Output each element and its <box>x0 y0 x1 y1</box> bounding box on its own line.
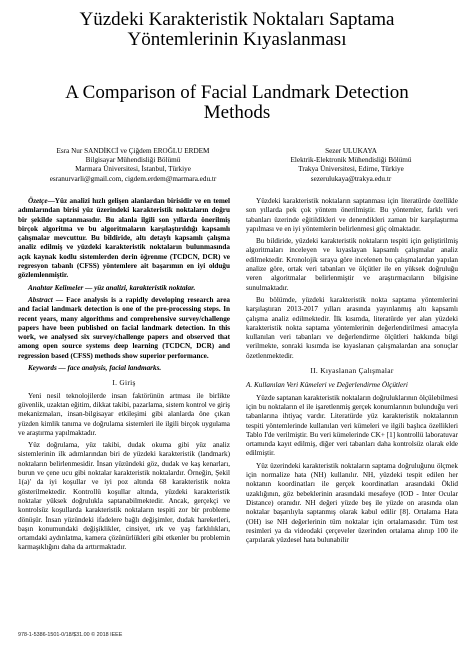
section-heading-kiyaslanan: II. Kıyaslanan Çalışmalar <box>310 366 394 376</box>
body-paragraph: Yüz doğrulama, yüz takibi, dudak okuma gibi yüz analiz sistemlerinin ilk adımlarından biri de yüzdeki karakteristik (landmark) noktaların belirlenmesidir. İnsan yüzündeki göz, dudak ve kaş kenarları, burun ve çene ucu gibi noktalar karakteristik noktalardır. Örneğin, Şekil 1(a)' da iyi koşullar ve iyi poz altında 68 karakteristik nokta gösterilmektedir. Kontrollü koşullar altında, yüzdeki karakteristik noktalar yüksek doğrulukla saptanabilmektedir. Ancak, gerçekçi ve kontrolsüz koşullarda karakteristik noktaların tespiti zor bir probleme dönüşür. İnsan yüzündeki ifadelere bağlı değişimler, dudak hareketleri, başın konumundaki değişiklikler, cinsiyet, ırk ve yaş farklılıkları, ortamdaki aydınlatma, kamera çözünürlükleri gibi etkenler bu problemin karmaşıklığını daha da arttırmaktadır. <box>18 441 230 552</box>
title-en-line1: A Comparison of Facial Landmark Detection <box>65 82 409 103</box>
abstract-text: — Face analysis is a rapidly developing research area and facial landmark detection is one of the pre-processing steps. In recent years, many algorithms and comprehensive survey/challenge papers have been published on facial landmark detection. In this work, we analysed six survey/challenge papers and observed that among open source systems deep learning (TCDCN, DCR) and regression based (CFSS) methods show superior performance. <box>18 295 230 360</box>
author-university: Trakya Üniversitesi, Edirne, Türkiye <box>298 165 404 174</box>
abstract-label: Abstract <box>28 295 53 304</box>
keywords-text: — face analysis, facial landmarks. <box>56 364 162 373</box>
copyright-footer: 978-1-5386-1501-0/18/$31.00 © 2018 IEEE <box>18 632 123 638</box>
ozetce-text: —Yüz analizi hızlı gelişen alanlardan birisidir ve en temel adımlarından birisi yüz üzerindeki karakteristik noktaların doğru bir şekilde saptanmasıdır. Bu alanla ilgili son yıllarda önerilmiş birçok algoritma ve bu algoritmaların karşılaştırıldığı kapsamlı çalışmalar mevcuttur. Bu bildiride, altı detaylı kapsamlı çalışma analiz edilmiş ve yüzdeki karakteristik noktaların bulunmasında açık kaynak kodlu sistemlerden derin öğrenme (TCDCN, DCR) ve regresyon tabanlı (CFSS) yöntemlere ait başarımın en iyi olduğu gözlemlenmiştir. <box>18 197 230 280</box>
author-email: sezerulukaya@trakya.edu.tr <box>310 174 392 183</box>
title-en-line2: Methods <box>203 102 271 123</box>
title-tr-line2: Yöntemlerinin Kıyaslanması <box>127 29 347 50</box>
keywords-label: Keywords <box>28 364 57 373</box>
ozetce-label: Özetçe <box>28 197 48 205</box>
author-university: Marmara Üniversitesi, İstanbul, Türkiye <box>75 165 191 174</box>
author-names: Esra Nur SANDİKCİ ve Çiğdem EROĞLU ERDEM <box>56 147 210 155</box>
body-paragraph: Bu bildiride, yüzdeki karakteristik noktaların tespiti için geliştirilmiş algoritmaları inceleyen ve kıyaslayan kapsamlı çalışmalar analiz edilmektedir. Kronolojik sıraya göre incelenen bu çalışmalardan yapılan analize göre, ortak veri tabanları ve ölçütler ile en yüksek doğruluğu veren algoritmalar belirlenmiştir ve araştırmacıların bilgisine sunulmaktadır. <box>246 237 458 292</box>
anahtar-kelimeler <box>18 284 230 293</box>
body-paragraph: Yüzdeki karakteristik noktaların saptanması için literatürde özellikle son yıllarda pek çok yöntem önerilmiştir. Bu yöntemler, farklı veri tabanları üzerinde eğitildikleri ve denendikleri zaman bir karşılaştırma yapılması ve en iyi yöntemlerin belirlenmesi güç olmaktadır. <box>246 197 458 233</box>
paper-title-turkish <box>0 10 474 50</box>
keywords-paragraph <box>18 364 230 373</box>
body-paragraph: Yüz üzerindeki karakteristik noktaların saptama doğruluğunu ölçmek için normalize hata (NH) kullanılır. NH, yüzdeki tespit edilen her noktanın koordinatları ile gerçek koordinatları arasındaki Öklid uzaklığının, göz bebeklerinin arasındaki mesafeye (IOD - Inter Ocular Distance) oranıdır. NH değeri yüzde beş ile yüzde on arasında olan noktalar başarılıyla saptanmış olarak kabul edilir [8]. Ortalama Hata (OH) ise NH değerlerinin tüm noktalar için ortalamasıdır. Tüm test resimleri ya da videodaki çerçeveler üzerinden ortalama alınıp 100 ile çarpılarak yüzdesel hata bulunabilir <box>246 461 458 545</box>
anahtar-text: — yüz analizi, karakteristik noktalar. <box>83 283 196 292</box>
anahtar-label: Anahtar Kelimeler <box>28 283 84 292</box>
body-paragraph: Bu bölümde, yüzdeki karakteristik nokta saptama yöntemlerini karşılaştıran 2013-2017 yılları arasında yayınlanmış altı kapsamlı çalışma analiz edilmektedir. İlk kısımda, literatürde yer alan yüzdeki karakteristik nokta saptama yöntemlerinin değerlendirilmesi amacıyla kullanılan veri tabanları ve değerlendirme ölçütleri hakkında bilgi verilmekte, sonraki kısımda ise kıyaslanan çalışmalardan ana sonuçlar özetlenmektedir. <box>246 295 458 360</box>
title-tr-line1: Yüzdeki Karakteristik Noktaları Saptama <box>79 9 395 30</box>
left-column <box>18 197 230 553</box>
author-department: Elektrik-Elektronik Mühendisliği Bölümü <box>290 156 412 165</box>
paper-title-english <box>0 83 474 123</box>
right-column <box>246 197 458 545</box>
body-paragraph: Yeni nesil teknolojilerde insan faktörünün artması ile birlikte güvenlik, uzaktan eğitim, dikkat takibi, pazarlama, sistem kontrol ve giriş mekanizmaları, insan-bilgisayar etkileşimi gibi alanlarda öne çıkan yüzden kimlik tanıma ve doğrulama sistemleri ile ilgili birçok uygulama ve araştırma yapılmaktadır. <box>18 391 230 437</box>
author-block-1 <box>18 147 248 184</box>
author-block-2 <box>246 147 456 184</box>
subsection-heading: A. Kullanılan Veri Kümeleri ve Değerlendirme Ölçütleri <box>246 381 408 390</box>
abstract-paragraph <box>18 296 230 361</box>
ozetce-paragraph <box>18 197 230 281</box>
body-paragraph: Yüzde saptanan karakteristik noktaların doğruluklarının ölçülebilmesi için bu noktaların el ile işaretlenmiş gerçek konumlarının bulunduğu veri tabanlarına ihtiyaç vardır. Literatürde yüz karakteristik noktalarının tespiti yöntemlerinde kullanılan veri kümeleri ve ilgili başlıca özellikleri Tablo I'de verilmiştir. Bu veri kümelerinde CK+ [1] kontrollü laboratuvar ortamında kayıt edilmiş, diğer veri tabanları daha kontrolsüz olarak elde edilmiştir. <box>246 393 458 458</box>
author-department: Bilgisayar Mühendisliği Bölümü <box>85 156 181 165</box>
author-names: Sezer ULUKAYA <box>325 147 377 155</box>
section-heading-giris: I. Giriş <box>112 378 136 388</box>
author-email: esranurvarli@gmail.com, cigdem.erdem@marmara.edu.tr <box>49 174 217 183</box>
